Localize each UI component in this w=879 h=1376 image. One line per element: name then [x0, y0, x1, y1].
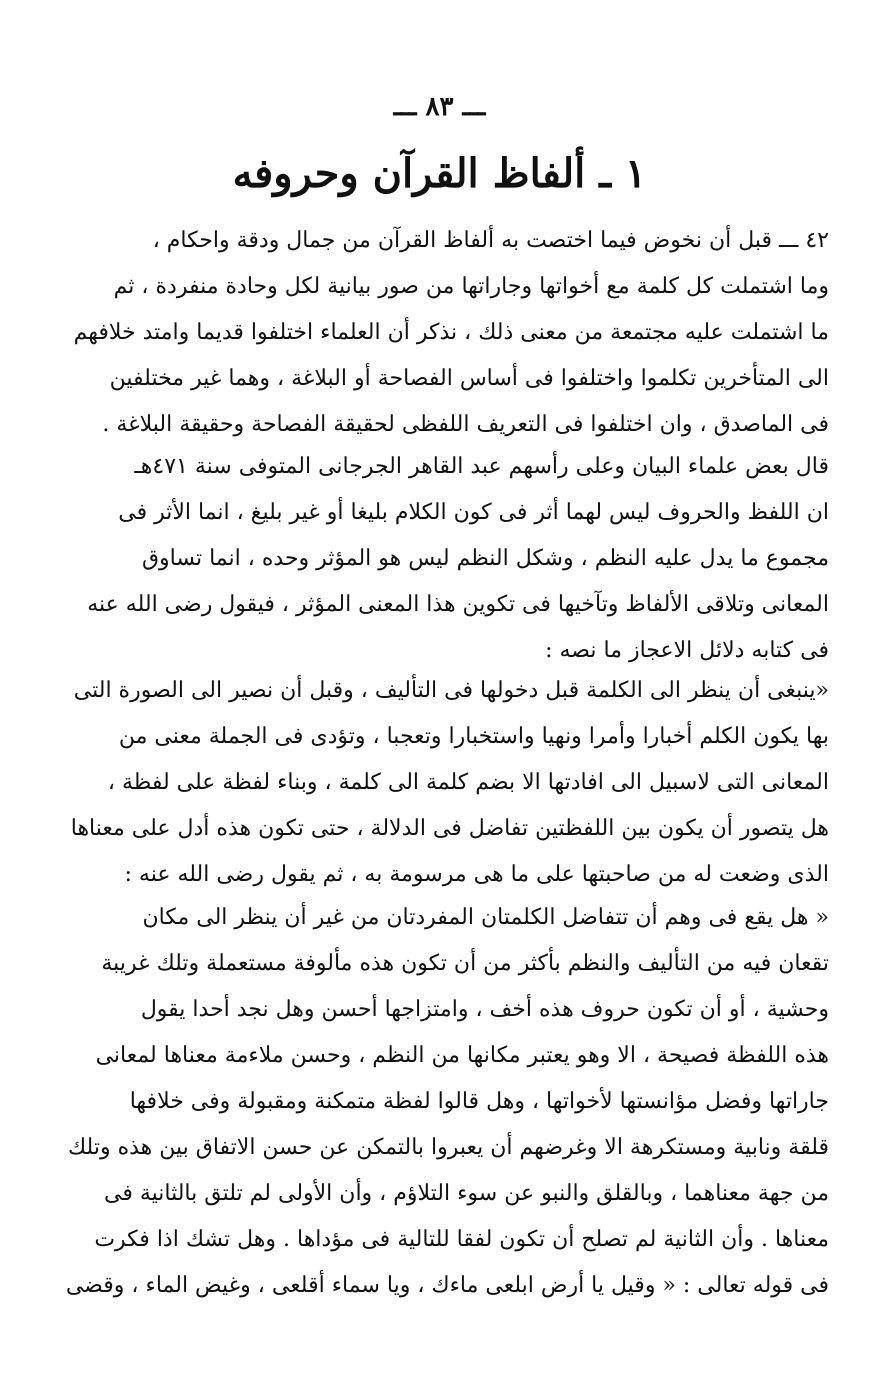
text-line: هذه اللفظة فصيحة ، الا وهو يعتبر مكانها من النظم ، وحسن ملاءمة معناها لمعانى	[95, 1043, 829, 1068]
text-line: وحشية ، أو أن تكون حروف هذه أخف ، وامتزاجها أحسن وهل نجد أحدا يقول	[140, 997, 829, 1022]
text-line: المعانى التى لاسبيل الى افادتها الا بضم كلمة الى كلمة ، وبناء لفظة على لفظة ،	[107, 770, 829, 795]
chapter-title: ١ ـ ألفاظ القرآن وحروفه	[232, 150, 647, 197]
text-line: معناها . وأن الثانية لم تصلح أن تكون لفقا للتالية فى مؤداها . وهل تشك اذا فكرت	[94, 1227, 829, 1252]
text-line: ان اللفظ والحروف ليس لهما أثر فى كون الكلام بليغا أو غير بليغ ، انما الأثر فى	[118, 500, 829, 525]
quote-paragraph-2	[55, 895, 829, 1309]
text-line: « هل يقع فى وهم أن تتفاضل الكلمتان المفردتان من غير أن ينظر الى مكان	[142, 905, 829, 930]
text-line: الذى وضعت له من صاحبتها على ما هى مرسومة به ، ثم يقول رضى الله عنه :	[124, 862, 829, 887]
paragraph-1	[55, 218, 829, 448]
text-line: ما اشتملت عليه مجتمعة من معنى ذلك ، نذكر أن العلماء اختلفوا قديما وامتد خلافهم	[73, 320, 829, 345]
text-line: فى كتابه دلائل الاعجاز ما نصه :	[545, 638, 829, 663]
text-line: تقعان فيه من التأليف والنظم بأكثر من أن تكون هذه مألوفة مستعملة وتلك غريبة	[101, 951, 829, 976]
text-line: مجموع ما يدل عليه النظم ، وشكل النظم ليس هو المؤثر وحده ، انما تساوق	[141, 546, 829, 571]
text-line: قلقة ونابية ومستكرهة الا وغرضهم أن يعبروا بالتمكن عن حسن الاتفاق بين هذه وتلك	[68, 1135, 829, 1160]
text-line: المعانى وتلاقى الألفاظ وتآخيها فى تكوين هذا المعنى المؤثر ، فيقول رضى الله عنه	[87, 592, 829, 617]
text-line: فى الماصدق ، وان اختلفوا فى التعريف اللفظى لحقيقة الفصاحة وحقيقة البلاغة .	[102, 412, 829, 437]
text-line: هل يتصور أن يكون بين اللفظتين تفاضل فى الدلالة ، حتى تكون هذه أدل على معناها	[70, 816, 829, 841]
text-line: «ينبغى أن ينظر الى الكلمة قبل دخولها فى التأليف ، وقبل أن نصير الى الصورة التى	[73, 678, 829, 703]
text-line: بها يكون الكلم أخبارا وأمرا ونهيا واستخبارا وتعجبا ، وتؤدى فى الجملة معنى من	[118, 724, 829, 749]
text-line: فى قوله تعالى : « وقيل يا أرض ابلعى ماءك ، ويا سماء أقلعى ، وغيض الماء ، وقضى	[65, 1273, 829, 1298]
text-line: من جهة معناهما ، وبالقلق والنبو عن سوء التلاؤم ، وأن الأولى لم تلتق بالثانية فى	[103, 1181, 829, 1206]
text-line: قال بعض علماء البيان وعلى رأسهم عبد القاهر الجرجانى المتوفى سنة ٤٧١هـ	[134, 454, 829, 479]
paragraph-2	[55, 444, 829, 674]
page-number: ـــ ٨٣ ـــ	[393, 92, 486, 122]
text-line: ٤٢ ـــ قبل أن نخوض فيما اختصت به ألفاظ القرآن من جمال ودقة واحكام ،	[152, 228, 829, 253]
text-line: وما اشتملت كل كلمة مع أخواتها وجاراتها من صور بيانية لكل وحادة منفردة ، ثم	[113, 274, 829, 299]
quote-paragraph-1	[55, 668, 829, 898]
text-line: الى المتأخرين تكلموا واختلفوا فى أساس الفصاحة أو البلاغة ، وهما غير مختلفين	[109, 366, 829, 391]
text-line: جاراتها وفضل مؤانستها لأخواتها ، وهل قالوا لفظة متمكنة ومقبولة وفى خلافها	[129, 1089, 829, 1114]
